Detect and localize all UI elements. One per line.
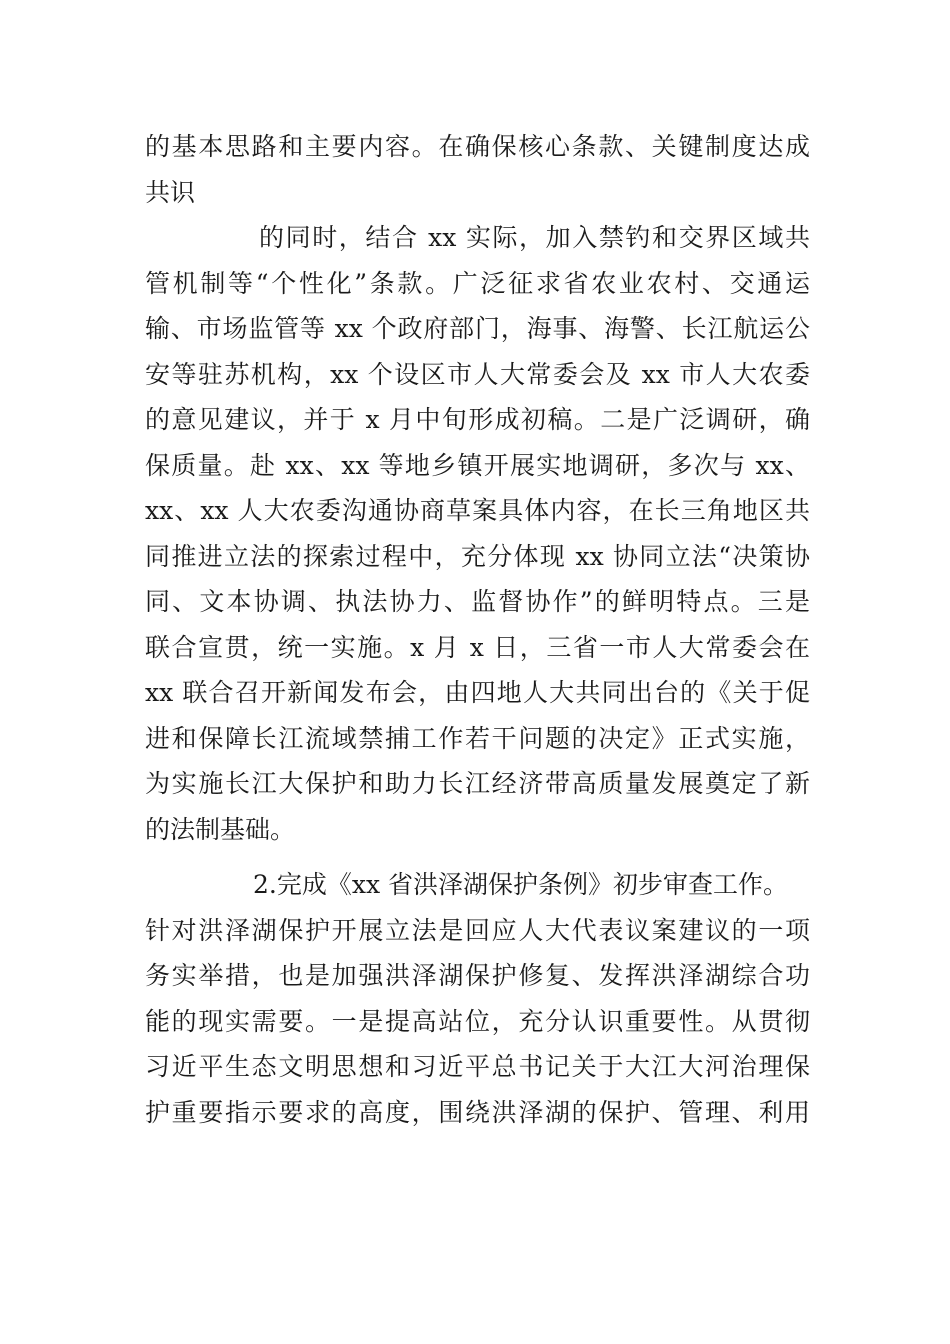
text-line: 同推进立法的探索过程中，充分体现 xx 协同立法“决策协 — [145, 541, 810, 571]
text-line: 共识 — [145, 177, 196, 207]
text-line: 的基本思路和主要内容。在确保核心条款、关键制度达成 — [145, 132, 810, 161]
text-line: 的法制基础。 — [145, 814, 296, 844]
text-line: 务实举措，也是加强洪泽湖保护修复、发挥洪泽湖综合功 — [145, 961, 810, 990]
section-heading: 2.完成《xx 省洪泽湖保护条例》初步审查工作。 — [253, 870, 788, 899]
text-line: 习近平生态文明思想和习近平总书记关于大江大河治理保 — [145, 1052, 810, 1081]
text-line: xx、xx 人大农委沟通协商草案具体内容，在长三角地区共 — [145, 496, 810, 525]
text-line: 能的现实需要。一是提高站位，充分认识重要性。从贯彻 — [145, 1006, 810, 1036]
text-line: 安等驻苏机构，xx 个设区市人大常委会及 xx 市人大农委 — [145, 359, 810, 389]
text-line: 为实施长江大保护和助力长江经济带高质量发展奠定了新 — [145, 769, 810, 798]
text-line: 针对洪泽湖保护开展立法是回应人大代表议案建议的一项 — [145, 915, 810, 945]
body-text — [145, 124, 810, 1135]
text-line: 的意见建议，并于 x 月中旬形成初稿。二是广泛调研，确 — [145, 405, 810, 434]
text-line: 同、文本协调、执法协力、监督协作”的鲜明特点。三是 — [145, 587, 810, 616]
text-line: 的同时，结合 xx 实际，加入禁钓和交界区域共 — [259, 223, 810, 252]
text-line: 保质量。赴 xx、xx 等地乡镇开展实地调研，多次与 xx、 — [145, 450, 810, 480]
text-line: 输、市场监管等 xx 个政府部门，海事、海警、长江航运公 — [145, 314, 810, 343]
text-line: 护重要指示要求的高度，围绕洪泽湖的保护、管理、利用 — [145, 1097, 810, 1127]
text-line: 联合宣贯，统一实施。x 月 x 日，三省一市人大常委会在 — [145, 632, 810, 662]
text-line: xx 联合召开新闻发布会，由四地人大共同出台的《关于促 — [145, 678, 810, 707]
text-line: 进和保障长江流域禁捕工作若干问题的决定》正式实施， — [145, 723, 810, 753]
text-line: 管机制等“个性化”条款。广泛征求省农业农村、交通运 — [145, 268, 810, 298]
